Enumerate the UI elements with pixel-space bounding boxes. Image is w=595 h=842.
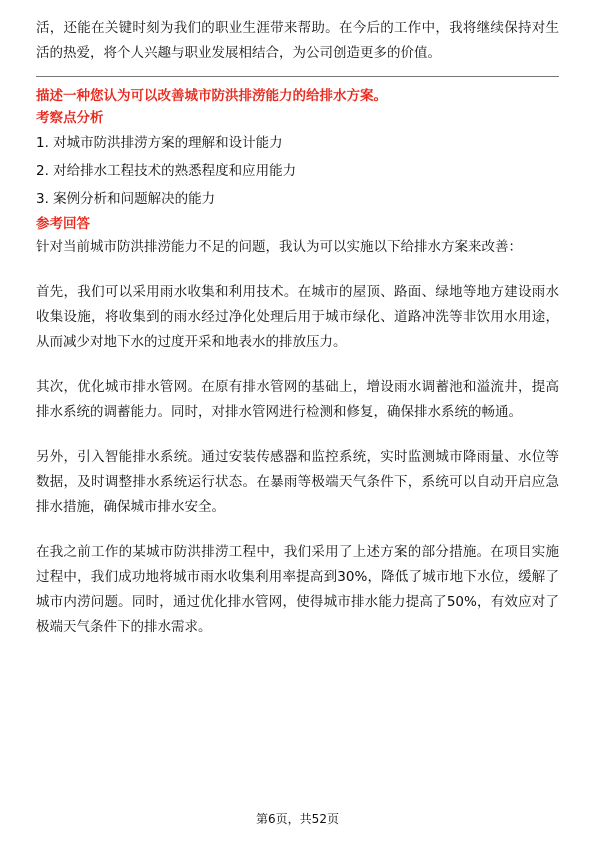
answer-paragraph-4: 在我之前工作的某城市防洪排涝工程中，我们采用了上述方案的部分措施。在项目实施过程中，我们成功地将城市雨水收集利用率提高到30%，降低了城市地下水位，缓解了城市内涝问题。同时，通过优化排水管网，使得城市排水能力提高了50%，有效应对了极端天气条件下的排水需求。 [36, 544, 559, 635]
analysis-points-list [36, 129, 559, 213]
answer-paragraph-2: 其次，优化城市排水管网。在原有排水管网的基础上，增设雨水调蓄池和溢流井，提高排水系统的调蓄能力。同时，对排水管网进行检测和修复，确保排水系统的畅通。 [36, 379, 559, 420]
answer-title: 参考回答 [36, 216, 90, 232]
answer-paragraph-1: 首先，我们可以采用雨水收集和利用技术。在城市的屋顶、路面、绿地等地方建设雨水收集设施，将收集到的雨水经过净化处理后用于城市绿化、道路冲洗等非饮用水用途，从而减少对地下水的过度开采和地表水的排放压力。 [36, 284, 559, 350]
document-page [36, 16, 559, 660]
analysis-point: 1. 对城市防洪排涝方案的理解和设计能力 [36, 135, 283, 151]
question-title: 描述一种您认为可以改善城市防洪排涝能力的给排水方案。 [36, 88, 387, 104]
section-divider [36, 76, 559, 77]
analysis-point: 3. 案例分析和问题解决的能力 [36, 191, 216, 207]
answer-paragraph-3: 另外，引入智能排水系统。通过安装传感器和监控系统，实时监测城市降雨量、水位等数据，及时调整排水系统运行状态。在暴雨等极端天气条件下，系统可以自动开启应急排水措施，确保城市排水安全。 [36, 449, 559, 515]
analysis-point: 2. 对给排水工程技术的熟悉程度和应用能力 [36, 163, 297, 179]
analysis-title: 考察点分析 [36, 110, 104, 126]
page-number: 第6页，共52页 [256, 812, 339, 826]
answer-lead: 针对当前城市防洪排涝能力不足的问题，我认为可以实施以下给排水方案来改善： [36, 239, 522, 255]
intro-paragraph: 活，还能在关键时刻为我们的职业生涯带来帮助。在今后的工作中，我将继续保持对生活的热爱，将个人兴趣与职业发展相结合，为公司创造更多的价值。 [36, 20, 559, 61]
